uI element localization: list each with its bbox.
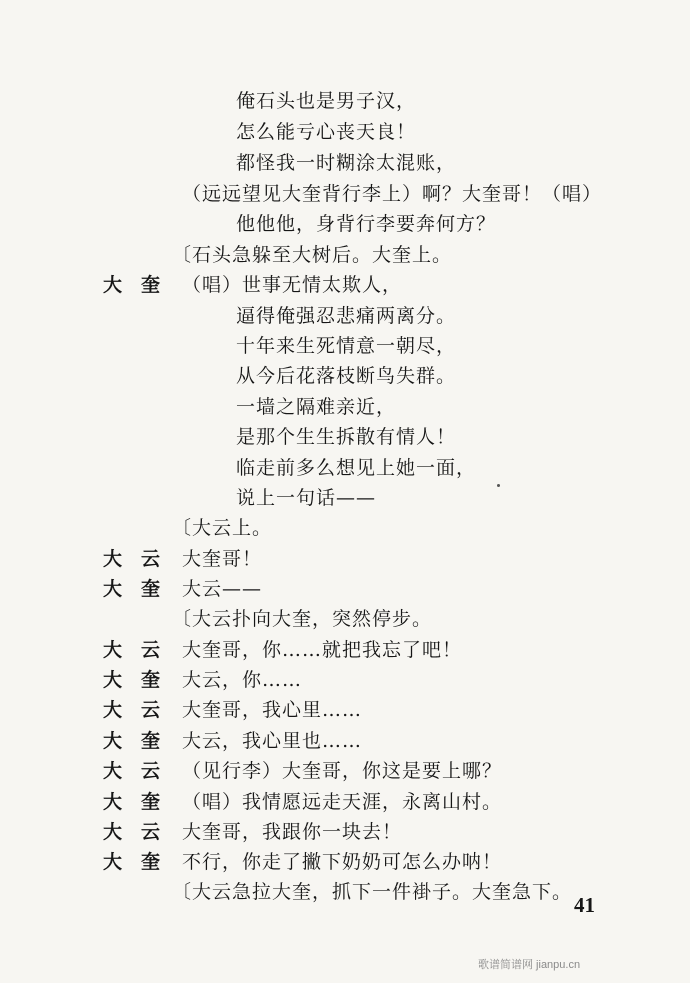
verse-line: 临走前多么想见上她一面，: [236, 457, 477, 479]
speaker-name: 大 云: [103, 639, 161, 661]
speaker-name: 大 云: [103, 548, 161, 570]
verse-line: 他他他，身背行李要奔何方？: [236, 213, 497, 235]
watermark: 歌谱简谱网 jianpu.cn: [478, 959, 581, 971]
dialogue-line: （见行李）大奎哥，你这是要上哪？: [182, 760, 503, 782]
dialogue-line: 不行，你走了撇下奶奶可怎么办呐！: [182, 851, 503, 873]
dialogue-line: （唱）我情愿远走天涯，永离山村。: [182, 791, 503, 813]
verse-line: 说上一句话——: [236, 487, 377, 509]
speaker-name: 大 奎: [103, 669, 161, 691]
speaker-name: 大 奎: [103, 578, 161, 600]
verse-line: 是那个生生拆散有情人！: [236, 426, 457, 448]
dialogue-line: 大奎哥，我心里……: [182, 699, 363, 721]
verse-line: 俺石头也是男子汉，: [236, 90, 417, 112]
stage-direction: 〔石头急躲至大树后。大奎上。: [172, 244, 453, 266]
stage-direction: 〔大云上。: [172, 517, 273, 539]
stage-direction: 〔大云扑向大奎，突然停步。: [172, 608, 433, 630]
page-number: 41: [574, 893, 595, 917]
verse-line: 十年来生死情意一朝尽，: [236, 335, 457, 357]
print-speck: [497, 484, 500, 487]
speaker-name: 大 云: [103, 760, 161, 782]
dialogue-line: 大奎哥，你……就把我忘了吧！: [182, 639, 463, 661]
dialogue-line: 大云，你……: [182, 669, 303, 691]
verse-line: 从今后花落枝断鸟失群。: [236, 365, 457, 387]
dialogue-line: 大云——: [182, 578, 263, 600]
verse-line: 一墙之隔难亲近，: [236, 396, 397, 418]
dialogue-line: （远远望见大奎背行李上）啊？大奎哥！（唱）: [182, 183, 603, 205]
verse-line: 都怪我一时糊涂太混账，: [236, 152, 457, 174]
speaker-name: 大 奎: [103, 851, 161, 873]
verse-line: 逼得俺强忍悲痛两离分。: [236, 305, 457, 327]
speaker-name: 大 云: [103, 821, 161, 843]
dialogue-line: 大云，我心里也……: [182, 730, 363, 752]
dialogue-line: 大奎哥！: [182, 548, 263, 570]
speaker-name: 大 云: [103, 699, 161, 721]
stage-direction: 〔大云急拉大奎，抓下一件褂子。大奎急下。: [172, 881, 573, 903]
dialogue-line: 大奎哥，我跟你一块去！: [182, 821, 403, 843]
speaker-name: 大 奎: [103, 791, 161, 813]
verse-line: 怎么能亏心丧天良！: [236, 121, 417, 143]
dialogue-line: （唱）世事无情太欺人，: [182, 274, 403, 296]
speaker-name: 大 奎: [103, 730, 161, 752]
speaker-name: 大 奎: [103, 274, 161, 296]
